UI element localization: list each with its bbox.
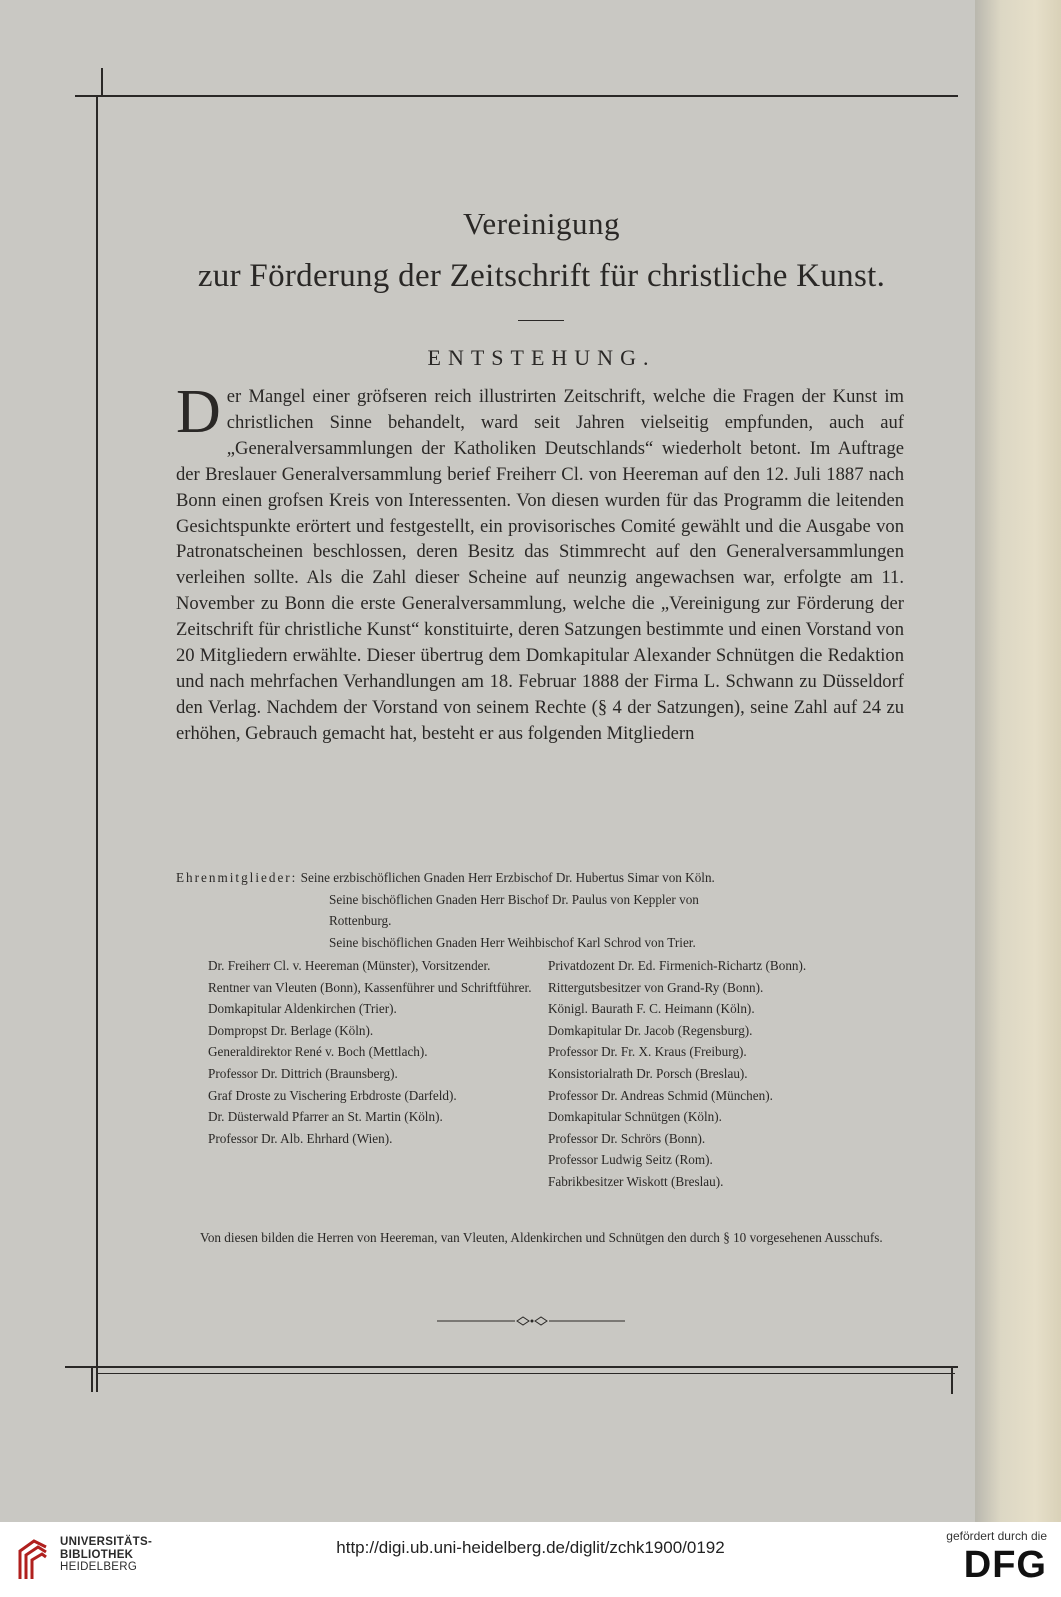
member-entry: Domkapitular Aldenkirchen (Trier). bbox=[208, 1001, 397, 1017]
honorary-line: Seine bischöflichen Gnaden Herr Weihbischof Karl Schrod von Trier. bbox=[329, 934, 696, 950]
member-entry: Professor Dr. Alb. Ehrhard (Wien). bbox=[208, 1130, 393, 1146]
ornament-divider bbox=[437, 1314, 625, 1328]
library-line: UNIVERSITÄTS- bbox=[60, 1536, 153, 1548]
title-line-1: Vereinigung bbox=[462, 206, 621, 241]
member-entry: Privatdozent Dr. Ed. Firmenich-Richartz (Bonn). bbox=[548, 958, 807, 973]
member-entry: Domkapitular Dr. Jacob (Regensburg). bbox=[548, 1022, 753, 1038]
library-line: HEIDELBERG bbox=[60, 1561, 138, 1573]
member-entry: Dr. Freiherr Cl. v. Heereman (Münster), Vorsitzender. bbox=[208, 958, 491, 973]
member-entry: Königl. Baurath F. C. Heimann (Köln). bbox=[548, 1001, 755, 1017]
body-text: er Mangel einer gröfseren reich illustrirten Zeitschrift, welche die Fragen der Kunst im christlichen Sinne behandelt, ward seit Jahren vielseitig empfunden, auch auf „Generalversammlungen der Katholiken Deutschlands“ wiederholt betont. Im Auftrage der Breslauer Generalversammlung berief Freiherr Cl. von Heereman auf den 12. Juli 1887 nach Bonn einen grofsen Kreis von Interessenten. Von diesen wurden für das Programm die leitenden Gesichtspunkte erörtert und festgestellt, ein provisorisches Comité gewählt und die Ausgabe von Patronatscheinen beschlossen, deren Besitz das Stimmrecht auf den Generalversammlungen verleihen sollte. Als die Zahl dieser Scheine auf neunzig angewachsen war, erfolgte am 11. November zu Bonn die erste Generalversammlung, welche die „Vereinigung zur Förderung der Zeitschrift für christliche Kunst“ konstituirte, deren Satzungen bestimmte und einen Vorstand von 20 Mitgliedern erwählte. Dieser übertrug dem Domkapitular Alexander Schnütgen die Redaktion und nach mehrfachen Verhandlungen am 18. Februar 1888 der Firma L. Schwann zu Düsseldorf den Verlag. Nachdem der Vorstand von seinem Rechte (§ 4 der Satzungen), seine Zahl auf 24 zu erhöhen, Gebrauch gemacht hat, besteht er aus folgenden Mitgliedern bbox=[176, 386, 904, 744]
honorary-line: Seine bischöflichen Gnaden Herr Bischof Dr. Paulus von Keppler von bbox=[329, 891, 699, 907]
permalink-url[interactable]: http://digi.ub.uni-heidelberg.de/diglit/zchk1900/0192 bbox=[336, 1538, 725, 1557]
frame-top-rule bbox=[75, 95, 958, 97]
member-entry: Generaldirektor René v. Boch (Mettlach). bbox=[208, 1044, 428, 1060]
honorary-line: Seine erzbischöflichen Gnaden Herr Erzbischof Dr. Hubertus Simar von Köln. bbox=[300, 870, 715, 885]
library-line: BIBLIOTHEK bbox=[60, 1548, 134, 1561]
member-entry: Fabrikbesitzer Wiskott (Breslau). bbox=[548, 1173, 724, 1189]
members-right-column bbox=[548, 955, 868, 1193]
honorary-line: Rottenburg. bbox=[329, 913, 392, 928]
drop-cap: D bbox=[176, 378, 221, 446]
members-left-column bbox=[208, 955, 534, 1149]
frame-bottom-rule-thin bbox=[97, 1373, 955, 1374]
frame-bottom-rule bbox=[65, 1366, 958, 1368]
footer-bar bbox=[0, 1522, 1061, 1597]
member-entry: Dompropst Dr. Berlage (Köln). bbox=[208, 1022, 374, 1038]
body-paragraph bbox=[176, 378, 904, 747]
member-entry: Rentner van Vleuten (Bonn), Kassenführer und Schriftführer. bbox=[208, 979, 532, 995]
member-entry: Professor Dr. Fr. X. Kraus (Freiburg). bbox=[548, 1044, 747, 1060]
member-entry: Professor Dr. Schrörs (Bonn). bbox=[548, 1130, 706, 1146]
member-entry: Konsistorialrath Dr. Porsch (Breslau). bbox=[548, 1065, 748, 1081]
member-entry: Professor Ludwig Seitz (Rom). bbox=[548, 1152, 713, 1168]
title-divider bbox=[518, 320, 564, 321]
dfg-logo: DFG bbox=[963, 1544, 1047, 1586]
frame-top-tick bbox=[101, 68, 103, 96]
honorary-label: Ehrenmitglieder: bbox=[176, 870, 298, 885]
committee-note: Von diesen bilden die Herren von Heereman, van Vleuten, Aldenkirchen und Schnütgen den durch § 10 vorgesehenen Ausschufs. bbox=[200, 1230, 883, 1245]
member-entry: Graf Droste zu Vischering Erbdroste (Darfeld). bbox=[208, 1087, 457, 1103]
member-entry: Professor Dr. Andreas Schmid (München). bbox=[548, 1087, 773, 1103]
member-entry: Professor Dr. Dittrich (Braunsberg). bbox=[208, 1065, 398, 1081]
section-heading: ENTSTEHUNG. bbox=[427, 345, 656, 370]
member-entry: Dr. Düsterwald Pfarrer an St. Martin (Köln). bbox=[208, 1109, 443, 1125]
frame-bottom-right-tick bbox=[951, 1368, 953, 1394]
funding-caption: gefördert durch die bbox=[946, 1529, 1047, 1543]
member-entry: Rittergutsbesitzer von Grand-Ry (Bonn). bbox=[548, 979, 764, 995]
honorary-members bbox=[176, 867, 902, 953]
member-entry: Domkapitular Schnütgen (Köln). bbox=[548, 1109, 722, 1125]
frame-bottom-left-tick bbox=[91, 1366, 93, 1392]
title-line-2: zur Förderung der Zeitschrift für christliche Kunst. bbox=[197, 258, 886, 294]
